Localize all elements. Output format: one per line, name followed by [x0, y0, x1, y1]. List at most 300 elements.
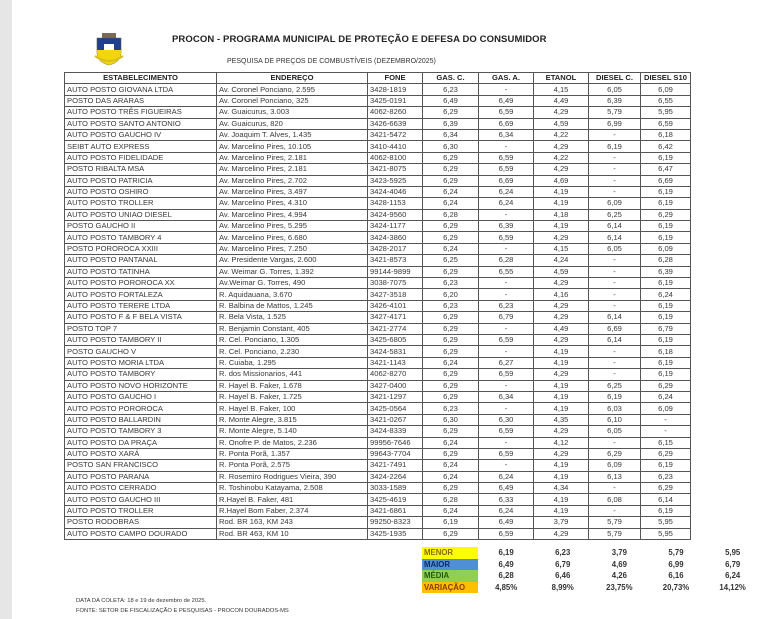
station-address: R.Hayel Bom Faber, 2.374	[217, 505, 368, 516]
price-diesel-common: 6,29	[589, 448, 641, 459]
station-address: Av. Marcelino Pires, 4.994	[217, 209, 368, 220]
table-row	[65, 300, 691, 311]
station-phone: 99144-9899	[368, 266, 423, 277]
price-diesel-s10: 6,24	[641, 391, 691, 402]
station-name: POSTO RODOBRAS	[65, 517, 217, 528]
price-diesel-s10: 6,55	[641, 95, 691, 106]
station-address: Av. Marcelino Pires, 2.702	[217, 175, 368, 186]
price-diesel-common: -	[589, 437, 641, 448]
table-row	[65, 152, 691, 163]
station-phone: 3425-1935	[368, 528, 423, 539]
price-diesel-s10: 6,19	[641, 232, 691, 243]
station-address: R. Hayel B. Faker, 100	[217, 403, 368, 414]
price-diesel-s10: 6,28	[641, 255, 691, 266]
price-diesel-common: -	[589, 255, 641, 266]
price-gas-common: 6,39	[423, 118, 479, 129]
summary-value: 20,73%	[662, 582, 690, 592]
summary-value: 6,46	[555, 571, 571, 581]
table-row	[65, 334, 691, 345]
price-ethanol: 4,19	[534, 357, 589, 368]
price-diesel-common: 6,99	[589, 118, 641, 129]
summary-value: 6,16	[668, 571, 684, 581]
table-row	[65, 391, 691, 402]
price-ethanol: 4,19	[534, 346, 589, 357]
price-ethanol: 4,29	[534, 300, 589, 311]
station-name: AUTO POSTO CAMPO DOURADO	[65, 528, 217, 539]
station-address: R. Hayel B. Faker, 1.678	[217, 380, 368, 391]
price-gas-common: 6,29	[423, 334, 479, 345]
price-ethanol: 4,34	[534, 483, 589, 494]
price-diesel-s10: 6,29	[641, 483, 691, 494]
price-gas-common: 6,28	[423, 209, 479, 220]
table-row	[65, 107, 691, 118]
station-phone: 3425-6805	[368, 334, 423, 345]
price-gas-common: 6,30	[423, 414, 479, 425]
station-address: Av. Marcelino Pires, 2.181	[217, 164, 368, 175]
price-gas-common: 6,24	[423, 437, 479, 448]
table-row	[65, 312, 691, 323]
station-name: AUTO POSTO BALLARDIN	[65, 414, 217, 425]
footer-notes	[76, 596, 289, 616]
price-gas-common: 6,29	[423, 266, 479, 277]
price-diesel-common: 6,25	[589, 380, 641, 391]
price-gas-common: 6,24	[423, 243, 479, 254]
price-diesel-s10: 6,15	[641, 437, 691, 448]
price-ethanol: 4,59	[534, 266, 589, 277]
price-ethanol: 4,19	[534, 494, 589, 505]
price-diesel-s10: 6,19	[641, 357, 691, 368]
price-gas-additive: 6,27	[479, 357, 534, 368]
price-gas-additive: 6,69	[479, 175, 534, 186]
station-name: AUTO POSTO TAMBORY	[65, 369, 217, 380]
price-diesel-s10: 6,19	[641, 300, 691, 311]
price-diesel-common: -	[589, 357, 641, 368]
price-gas-common: 6,29	[423, 175, 479, 186]
price-diesel-common: -	[589, 152, 641, 163]
price-gas-common: 6,29	[423, 107, 479, 118]
summary-value: 6,79	[725, 559, 741, 569]
price-gas-additive: 6,55	[479, 266, 534, 277]
price-diesel-common: -	[589, 164, 641, 175]
station-phone: 3421-6861	[368, 505, 423, 516]
price-gas-common: 6,29	[423, 323, 479, 334]
station-address: Rod. BR 463, KM 10	[217, 528, 368, 539]
fuel-price-table	[64, 72, 691, 540]
price-gas-common: 6,30	[423, 141, 479, 152]
price-ethanol: 4,19	[534, 186, 589, 197]
document-title: PROCON - PROGRAMA MUNICIPAL DE PROTEÇÃO E DEFESA DO CONSUMIDOR	[172, 34, 547, 45]
price-gas-common: 6,23	[423, 403, 479, 414]
price-ethanol: 3,79	[534, 517, 589, 528]
price-ethanol: 4,19	[534, 391, 589, 402]
station-address: R. Aquidauana, 3.670	[217, 289, 368, 300]
price-diesel-s10: 6,59	[641, 118, 691, 129]
table-row	[65, 129, 691, 140]
price-gas-additive: 6,79	[479, 312, 534, 323]
summary-value: 6,24	[725, 571, 741, 581]
price-gas-additive: 6,23	[479, 300, 534, 311]
price-diesel-s10: 6,19	[641, 334, 691, 345]
station-address: R. Monte Alegre, 3.815	[217, 414, 368, 425]
station-phone: 3424-9560	[368, 209, 423, 220]
price-gas-common: 6,29	[423, 312, 479, 323]
price-ethanol: 4,35	[534, 414, 589, 425]
price-gas-common: 6,29	[423, 483, 479, 494]
price-gas-additive: 6,34	[479, 391, 534, 402]
station-address: Av. Marcelino Pires, 4.310	[217, 198, 368, 209]
table-row	[65, 232, 691, 243]
price-gas-additive: -	[479, 84, 534, 95]
price-gas-common: 6,29	[423, 369, 479, 380]
price-diesel-s10: 6,29	[641, 380, 691, 391]
price-diesel-s10: 6,69	[641, 175, 691, 186]
price-gas-common: 6,29	[423, 221, 479, 232]
summary-value: 6,49	[498, 559, 514, 569]
station-name: AUTO POSTO GAUCHO III	[65, 494, 217, 505]
station-name: AUTO POSTO TRÊS FIGUEIRAS	[65, 107, 217, 118]
price-gas-common: 6,19	[423, 517, 479, 528]
station-address: Av. Weimar G. Torres, 1.392	[217, 266, 368, 277]
column-header-ethanol: ETANOL	[534, 73, 589, 84]
summary-row-min	[422, 547, 761, 559]
summary-value: 6,23	[555, 548, 571, 558]
price-diesel-s10: 6,19	[641, 312, 691, 323]
table-row	[65, 483, 691, 494]
station-address: R. Cuiaba, 1.295	[217, 357, 368, 368]
station-phone: 3421-5472	[368, 129, 423, 140]
price-gas-additive: -	[479, 289, 534, 300]
station-address: R. Monte Alegre, 5.140	[217, 426, 368, 437]
price-gas-common: 6,34	[423, 129, 479, 140]
summary-value: 23,75%	[606, 582, 633, 592]
price-gas-additive: -	[479, 243, 534, 254]
summary-value: 6,28	[498, 571, 514, 581]
price-diesel-common: 6,14	[589, 312, 641, 323]
price-diesel-common: -	[589, 346, 641, 357]
station-name: AUTO POSTO OSHIRO	[65, 186, 217, 197]
station-address: R. Hayel B. Faker, 1.725	[217, 391, 368, 402]
station-address: R. Ponta Porã, 2.575	[217, 460, 368, 471]
station-name: AUTO POSTO GAUCHO I	[65, 391, 217, 402]
station-name: POSTO RIBALTA MSA	[65, 164, 217, 175]
table-header-row	[65, 73, 691, 84]
price-diesel-s10: -	[641, 414, 691, 425]
station-address: R. Toshinobu Katayama, 2.508	[217, 483, 368, 494]
table-row	[65, 448, 691, 459]
station-phone: 3423-5925	[368, 175, 423, 186]
station-phone: 3421-8075	[368, 164, 423, 175]
station-name: AUTO POSTO FIDELIDADE	[65, 152, 217, 163]
price-diesel-s10: 6,19	[641, 198, 691, 209]
station-address: Av.Weimar G. Torres, 490	[217, 278, 368, 289]
station-phone: 99956-7646	[368, 437, 423, 448]
summary-value: 4,26	[611, 571, 627, 581]
station-name: AUTO POSTO TROLLER	[65, 505, 217, 516]
summary-value: 4,69	[611, 559, 627, 569]
price-diesel-s10: 6,19	[641, 369, 691, 380]
price-diesel-common: -	[589, 505, 641, 516]
price-gas-additive: 6,33	[479, 494, 534, 505]
table-row	[65, 84, 691, 95]
price-diesel-common: -	[589, 289, 641, 300]
station-name: SEIBT AUTO EXPRESS	[65, 141, 217, 152]
table-row	[65, 118, 691, 129]
price-gas-additive: 6,59	[479, 164, 534, 175]
summary-value: 5,79	[668, 548, 684, 558]
price-ethanol: 4,12	[534, 437, 589, 448]
summary-value: 6,19	[498, 548, 514, 558]
station-phone: 4062-8100	[368, 152, 423, 163]
price-gas-additive: 6,59	[479, 369, 534, 380]
table-row	[65, 175, 691, 186]
table-row	[65, 380, 691, 391]
station-phone: 3425-0191	[368, 95, 423, 106]
summary-value: 5,95	[725, 548, 741, 558]
station-address: Av. Guaicurus, 820	[217, 118, 368, 129]
price-diesel-common: 6,39	[589, 95, 641, 106]
price-diesel-common: 6,25	[589, 209, 641, 220]
summary-label: MAIOR	[422, 559, 478, 571]
station-name: AUTO POSTO PARANA	[65, 471, 217, 482]
table-row	[65, 528, 691, 539]
price-ethanol: 4,29	[534, 312, 589, 323]
summary-row-average	[422, 570, 761, 582]
price-diesel-s10: 5,95	[641, 528, 691, 539]
table-row	[65, 141, 691, 152]
document-subtitle: PESQUISA DE PREÇOS DE COMBUSTÍVEIS (DEZEMBRO/2025)	[227, 58, 436, 65]
price-ethanol: 4,29	[534, 369, 589, 380]
price-ethanol: 4,29	[534, 232, 589, 243]
price-gas-common: 6,29	[423, 232, 479, 243]
station-address: Av. Marcelino Pires, 6.680	[217, 232, 368, 243]
price-diesel-s10: 6,19	[641, 505, 691, 516]
station-address: Av. Marcelino Pires, 5.295	[217, 221, 368, 232]
price-ethanol: 4,29	[534, 426, 589, 437]
station-name: AUTO POSTO F & F BELA VISTA	[65, 312, 217, 323]
table-row	[65, 437, 691, 448]
station-address: Av. Marcelino Pires, 3.497	[217, 186, 368, 197]
station-phone: 3421-8573	[368, 255, 423, 266]
station-name: AUTO POSTO FORTALEZA	[65, 289, 217, 300]
price-diesel-common: -	[589, 483, 641, 494]
price-gas-common: 6,25	[423, 255, 479, 266]
station-name: AUTO POSTO TATINHA	[65, 266, 217, 277]
price-diesel-s10: 6,18	[641, 346, 691, 357]
price-diesel-common: -	[589, 175, 641, 186]
station-name: AUTO POSTO NOVO HORIZONTE	[65, 380, 217, 391]
column-header-gas-additive: GAS. A.	[479, 73, 534, 84]
price-diesel-s10: 5,95	[641, 107, 691, 118]
table-row	[65, 243, 691, 254]
price-ethanol: 4,29	[534, 528, 589, 539]
summary-value: 8,99%	[551, 582, 574, 592]
price-diesel-s10: 6,19	[641, 278, 691, 289]
station-phone: 4062-8270	[368, 369, 423, 380]
station-address: R. Bela Vista, 1.525	[217, 312, 368, 323]
price-gas-common: 6,23	[423, 278, 479, 289]
price-gas-additive: 6,59	[479, 528, 534, 539]
price-ethanol: 4,19	[534, 198, 589, 209]
station-phone: 3426-4101	[368, 300, 423, 311]
summary-value: 6,99	[668, 559, 684, 569]
price-diesel-s10: 6,23	[641, 471, 691, 482]
summary-label: MÉDIA	[422, 570, 478, 582]
station-name: AUTO POSTO POROROCA XX	[65, 278, 217, 289]
table-row	[65, 346, 691, 357]
station-address: Av. Coronel Ponciano, 2.595	[217, 84, 368, 95]
table-row	[65, 505, 691, 516]
station-address: R. dos Missionarios, 441	[217, 369, 368, 380]
price-diesel-common: -	[589, 129, 641, 140]
table-row	[65, 323, 691, 334]
price-gas-common: 6,20	[423, 289, 479, 300]
station-address: R.Hayel B. Faker, 481	[217, 494, 368, 505]
summary-value: 3,79	[611, 548, 627, 558]
price-diesel-s10: 6,42	[641, 141, 691, 152]
summary-value: 6,79	[555, 559, 571, 569]
price-ethanol: 4,19	[534, 380, 589, 391]
price-diesel-common: 6,19	[589, 391, 641, 402]
price-ethanol: 4,15	[534, 243, 589, 254]
price-gas-common: 6,24	[423, 471, 479, 482]
price-ethanol: 4,16	[534, 289, 589, 300]
price-gas-additive: -	[479, 323, 534, 334]
price-ethanol: 4,29	[534, 278, 589, 289]
price-gas-common: 6,29	[423, 391, 479, 402]
price-diesel-common: -	[589, 278, 641, 289]
station-name: AUTO POSTO TAMBORY 4	[65, 232, 217, 243]
summary-row-max	[422, 559, 761, 571]
price-gas-additive: 6,30	[479, 414, 534, 425]
price-diesel-common: 6,14	[589, 232, 641, 243]
station-name: AUTO POSTO UNIAO DIESEL	[65, 209, 217, 220]
price-gas-additive: 6,59	[479, 448, 534, 459]
price-diesel-common: 6,05	[589, 426, 641, 437]
column-header-diesel-common: DIESEL C.	[589, 73, 641, 84]
price-diesel-common: 6,14	[589, 221, 641, 232]
price-diesel-s10: 6,18	[641, 129, 691, 140]
table-row	[65, 95, 691, 106]
table-row	[65, 460, 691, 471]
station-phone: 3424-2264	[368, 471, 423, 482]
station-address: Av. Marcelino Pires, 7.250	[217, 243, 368, 254]
price-gas-additive: -	[479, 437, 534, 448]
price-diesel-s10: 6,24	[641, 289, 691, 300]
price-gas-additive: 6,59	[479, 426, 534, 437]
municipal-coat-of-arms-icon	[94, 32, 124, 66]
price-ethanol: 4,29	[534, 334, 589, 345]
price-gas-common: 6,29	[423, 448, 479, 459]
station-address: R. Benjamin Constant, 405	[217, 323, 368, 334]
source-note: FONTE: SETOR DE FISCALIZAÇÃO E PESQUISAS - PROCON DOURADOS-MS	[76, 608, 289, 614]
station-address: R. Cel. Ponciano, 1.305	[217, 334, 368, 345]
price-diesel-s10: -	[641, 426, 691, 437]
price-gas-additive: -	[479, 403, 534, 414]
summary-statistics-table	[422, 547, 761, 593]
summary-label: VARIAÇÃO	[422, 582, 478, 594]
price-ethanol: 4,29	[534, 141, 589, 152]
station-name: POSTO SAN FRANCISCO	[65, 460, 217, 471]
price-gas-common: 6,29	[423, 426, 479, 437]
price-gas-additive: 6,34	[479, 129, 534, 140]
price-diesel-common: 6,05	[589, 243, 641, 254]
table-row	[65, 494, 691, 505]
station-phone: 3424-1177	[368, 221, 423, 232]
station-phone: 4062-8260	[368, 107, 423, 118]
price-gas-common: 6,29	[423, 380, 479, 391]
price-diesel-common: -	[589, 369, 641, 380]
station-address: Av. Marcelino Pires, 2.181	[217, 152, 368, 163]
summary-label: MENOR	[422, 547, 478, 559]
price-gas-additive: 6,69	[479, 118, 534, 129]
price-diesel-s10: 5,95	[641, 517, 691, 528]
station-phone: 99643-7704	[368, 448, 423, 459]
summary-row-variation	[422, 582, 761, 594]
price-gas-common: 6,24	[423, 357, 479, 368]
price-diesel-common: 6,69	[589, 323, 641, 334]
price-diesel-s10: 6,79	[641, 323, 691, 334]
station-phone: 3426-6639	[368, 118, 423, 129]
station-address: Rod. BR 163, KM 243	[217, 517, 368, 528]
station-phone: 3427-0400	[368, 380, 423, 391]
price-gas-additive: 6,59	[479, 152, 534, 163]
price-gas-additive: 6,49	[479, 517, 534, 528]
price-diesel-s10: 6,39	[641, 266, 691, 277]
price-gas-additive: -	[479, 278, 534, 289]
station-phone: 3421-1143	[368, 357, 423, 368]
summary-value: 4,85%	[495, 582, 518, 592]
station-phone: 3428-2017	[368, 243, 423, 254]
station-phone: 3421-7491	[368, 460, 423, 471]
price-gas-additive: 6,24	[479, 505, 534, 516]
price-ethanol: 4,22	[534, 129, 589, 140]
price-gas-common: 6,29	[423, 164, 479, 175]
station-phone: 3421-0267	[368, 414, 423, 425]
price-diesel-common: 6,08	[589, 494, 641, 505]
station-name: AUTO POSTO POROROCA	[65, 403, 217, 414]
price-diesel-common: 6,03	[589, 403, 641, 414]
price-ethanol: 4,49	[534, 95, 589, 106]
price-diesel-s10: 6,47	[641, 164, 691, 175]
table-row	[65, 164, 691, 175]
table-row	[65, 255, 691, 266]
station-name: AUTO POSTO TAMBORY II	[65, 334, 217, 345]
station-name: AUTO POSTO TAMBORY 3	[65, 426, 217, 437]
station-phone: 3424-8339	[368, 426, 423, 437]
price-ethanol: 4,29	[534, 164, 589, 175]
station-address: R. Onofre P. de Matos, 2.236	[217, 437, 368, 448]
station-phone: 3421-1297	[368, 391, 423, 402]
station-name: AUTO POSTO PATRICIA	[65, 175, 217, 186]
price-gas-common: 6,23	[423, 300, 479, 311]
station-address: R. Rosemiro Rodrigues Vieira, 390	[217, 471, 368, 482]
price-ethanol: 4,18	[534, 209, 589, 220]
price-diesel-s10: 6,29	[641, 448, 691, 459]
table-row	[65, 357, 691, 368]
price-gas-additive: 6,59	[479, 334, 534, 345]
price-gas-additive: 6,59	[479, 232, 534, 243]
column-header-phone: FONE	[368, 73, 423, 84]
price-gas-additive: 6,24	[479, 471, 534, 482]
price-gas-additive: 6,39	[479, 221, 534, 232]
price-ethanol: 4,19	[534, 403, 589, 414]
price-gas-common: 6,24	[423, 186, 479, 197]
price-gas-common: 6,29	[423, 152, 479, 163]
price-ethanol: 4,29	[534, 107, 589, 118]
price-diesel-s10: 6,09	[641, 84, 691, 95]
station-phone: 3424-3860	[368, 232, 423, 243]
station-phone: 3427-4171	[368, 312, 423, 323]
